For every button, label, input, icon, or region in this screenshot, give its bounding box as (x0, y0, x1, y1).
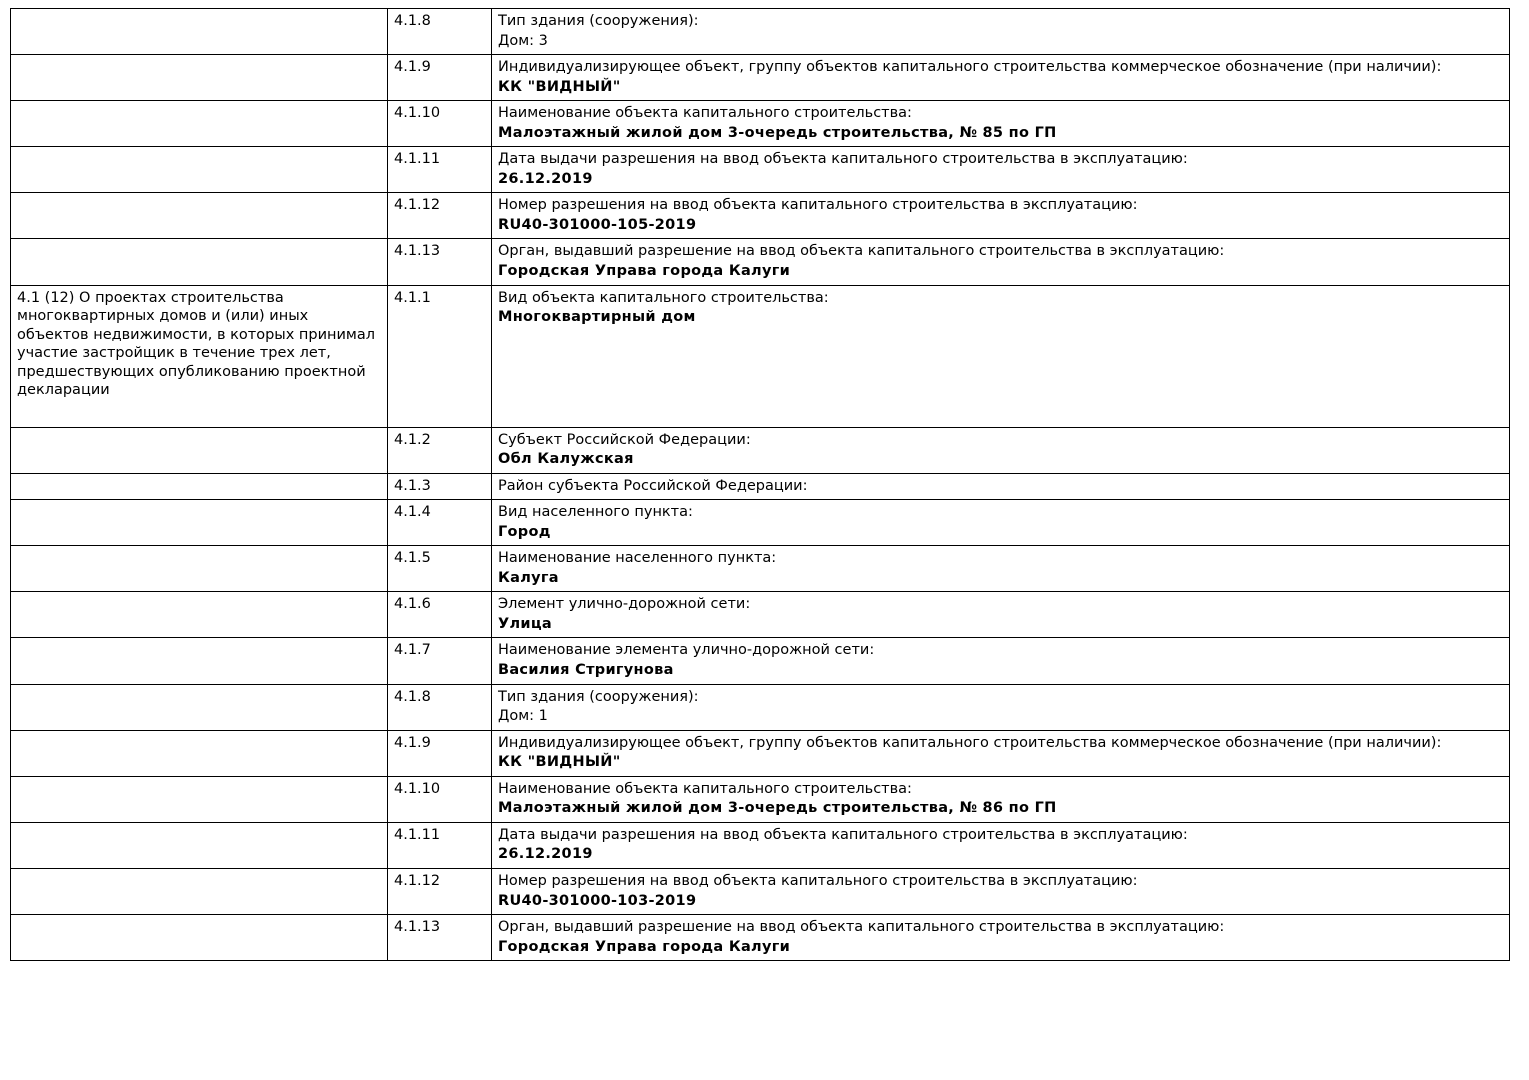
row-label: Район субъекта Российской Федерации: (498, 477, 808, 494)
row-content (492, 101, 1510, 147)
row-label: Индивидуализирующее объект, группу объектов капитального строительства коммерческое обозначение (при наличии): (498, 734, 1442, 751)
table-row (11, 101, 1510, 147)
row-code: 4.1.10 (388, 776, 492, 822)
row-code: 4.1.8 (388, 9, 492, 55)
row-label: Тип здания (сооружения): (498, 688, 699, 705)
row-code: 4.1.6 (388, 592, 492, 638)
row-value: RU40-301000-105-2019 (498, 216, 697, 233)
row-section-cell: 4.1 (12) О проектах строительства многоквартирных домов и (или) иных объектов недвижимости, в которых принимал участие застройщик в течение трех лет, предшествующих опубликованию проектной декларации (11, 285, 388, 427)
row-value: Город (498, 523, 551, 540)
row-label: Субъект Российской Федерации: (498, 431, 751, 448)
row-value: Городская Управа города Калуги (498, 263, 791, 280)
row-section-cell (11, 546, 388, 592)
row-label: Номер разрешения на ввод объекта капитального строительства в эксплуатацию: (498, 872, 1138, 889)
row-content (492, 822, 1510, 868)
table-row-section-header (11, 285, 1510, 427)
row-code: 4.1.4 (388, 500, 492, 546)
project-declaration-table (10, 8, 1510, 961)
row-value: КК "ВИДНЫЙ" (498, 754, 621, 771)
row-section-cell (11, 239, 388, 285)
row-content (492, 915, 1510, 961)
row-content (492, 500, 1510, 546)
row-label: Элемент улично-дорожной сети: (498, 596, 751, 613)
row-value: Калуга (498, 569, 559, 586)
row-content (492, 473, 1510, 500)
row-content (492, 638, 1510, 684)
row-label: Дата выдачи разрешения на ввод объекта капитального строительства в эксплуатацию: (498, 826, 1188, 843)
table-row (11, 9, 1510, 55)
row-code: 4.1.12 (388, 193, 492, 239)
row-section-cell (11, 915, 388, 961)
table-row (11, 500, 1510, 546)
table-body (11, 9, 1510, 961)
row-label: Наименование объекта капитального строительства: (498, 105, 912, 122)
row-section-cell (11, 101, 388, 147)
row-section-cell (11, 868, 388, 914)
row-section-cell (11, 500, 388, 546)
row-label: Номер разрешения на ввод объекта капитального строительства в эксплуатацию: (498, 197, 1138, 214)
row-section-cell (11, 473, 388, 500)
row-section-cell (11, 9, 388, 55)
row-label: Вид объекта капитального строительства: (498, 289, 829, 306)
row-section-cell (11, 776, 388, 822)
row-section-cell (11, 638, 388, 684)
row-section-cell (11, 147, 388, 193)
table-row (11, 868, 1510, 914)
row-value: Многоквартирный дом (498, 309, 696, 326)
row-label: Тип здания (сооружения): (498, 13, 699, 29)
row-value: Обл Калужская (498, 451, 634, 468)
row-section-cell (11, 684, 388, 730)
table-row (11, 546, 1510, 592)
row-value: RU40-301000-103-2019 (498, 892, 697, 909)
row-code: 4.1.2 (388, 427, 492, 473)
row-value: Улица (498, 615, 552, 632)
row-value: 26.12.2019 (498, 846, 593, 863)
row-code: 4.1.3 (388, 473, 492, 500)
row-section-cell (11, 730, 388, 776)
row-code: 4.1.5 (388, 546, 492, 592)
row-code: 4.1.11 (388, 147, 492, 193)
row-value: Василия Стригунова (498, 662, 674, 679)
row-content (492, 546, 1510, 592)
row-content (492, 55, 1510, 101)
table-row (11, 822, 1510, 868)
table-row (11, 684, 1510, 730)
row-label: Вид населенного пункта: (498, 504, 693, 521)
row-label: Дата выдачи разрешения на ввод объекта капитального строительства в эксплуатацию: (498, 151, 1188, 168)
row-content (492, 239, 1510, 285)
row-content (492, 592, 1510, 638)
row-value: Малоэтажный жилой дом 3-очередь строительства, № 86 по ГП (498, 800, 1057, 817)
row-label: Наименование населенного пункта: (498, 550, 777, 567)
row-content (492, 147, 1510, 193)
row-label: Орган, выдавший разрешение на ввод объекта капитального строительства в эксплуатацию: (498, 919, 1225, 936)
row-content (492, 730, 1510, 776)
table-row (11, 147, 1510, 193)
row-code: 4.1.8 (388, 684, 492, 730)
row-content (492, 9, 1510, 55)
table-row (11, 473, 1510, 500)
table-row (11, 55, 1510, 101)
row-section-cell (11, 592, 388, 638)
row-code: 4.1.7 (388, 638, 492, 684)
table-row (11, 776, 1510, 822)
row-value: КК "ВИДНЫЙ" (498, 78, 621, 95)
row-section-cell (11, 55, 388, 101)
row-code: 4.1.13 (388, 915, 492, 961)
row-value: Городская Управа города Калуги (498, 938, 791, 955)
row-code: 4.1.11 (388, 822, 492, 868)
table-row (11, 730, 1510, 776)
row-label: Орган, выдавший разрешение на ввод объекта капитального строительства в эксплуатацию: (498, 243, 1225, 260)
row-content (492, 868, 1510, 914)
table-row (11, 239, 1510, 285)
row-code: 4.1.10 (388, 101, 492, 147)
row-section-cell (11, 193, 388, 239)
row-content (492, 684, 1510, 730)
table-row (11, 193, 1510, 239)
row-code: 4.1.9 (388, 730, 492, 776)
row-value: Дом: 1 (498, 708, 548, 725)
row-code: 4.1.1 (388, 285, 492, 427)
row-section-cell (11, 427, 388, 473)
row-section-cell (11, 822, 388, 868)
row-value: 26.12.2019 (498, 170, 593, 187)
row-label: Наименование объекта капитального строительства: (498, 780, 912, 797)
table-row (11, 915, 1510, 961)
row-label: Наименование элемента улично-дорожной сети: (498, 642, 875, 659)
table-row (11, 592, 1510, 638)
row-content (492, 776, 1510, 822)
row-content (492, 427, 1510, 473)
row-value: Малоэтажный жилой дом 3-очередь строительства, № 85 по ГП (498, 124, 1057, 141)
table-row (11, 427, 1510, 473)
row-code: 4.1.13 (388, 239, 492, 285)
row-content (492, 193, 1510, 239)
row-label: Индивидуализирующее объект, группу объектов капитального строительства коммерческое обозначение (при наличии): (498, 59, 1442, 76)
row-code: 4.1.12 (388, 868, 492, 914)
table-row (11, 638, 1510, 684)
row-code: 4.1.9 (388, 55, 492, 101)
row-value: Дом: 3 (498, 32, 548, 49)
row-content (492, 285, 1510, 427)
